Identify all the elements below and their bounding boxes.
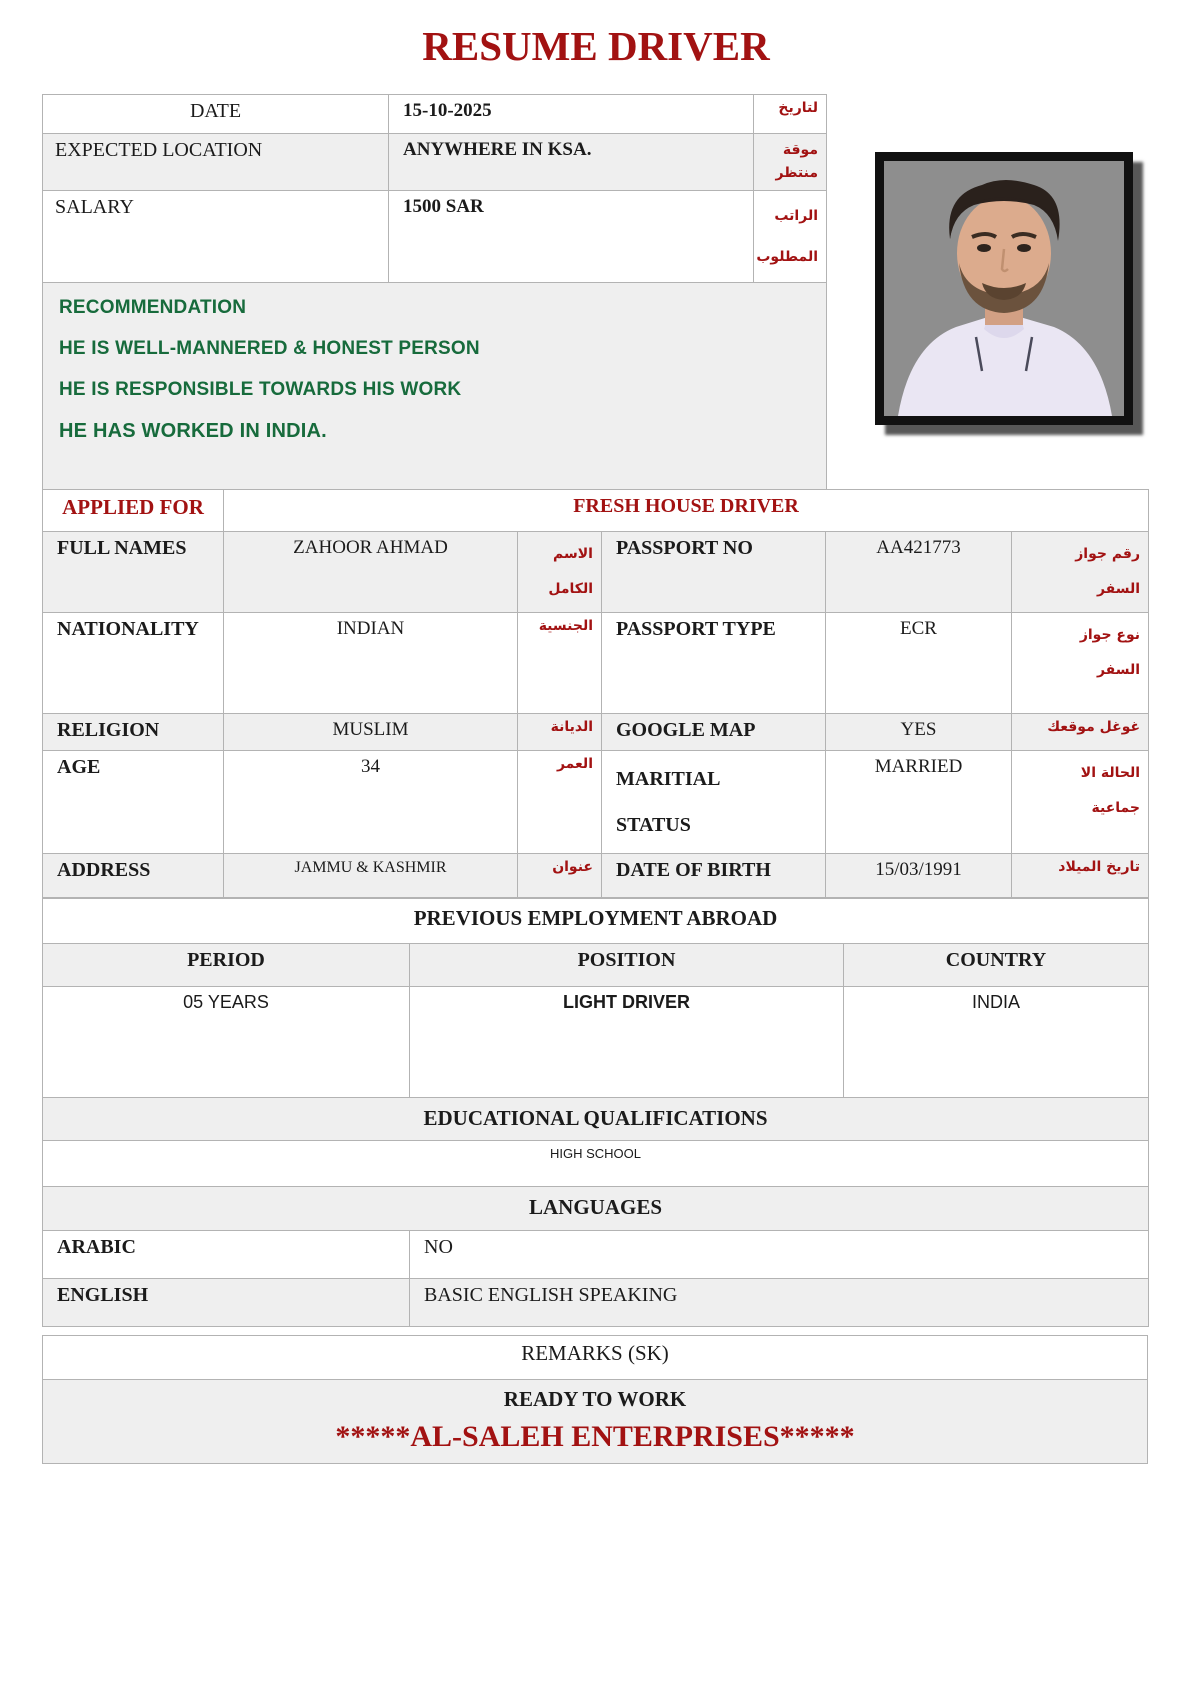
previous-employment-title: PREVIOUS EMPLOYMENT ABROAD — [43, 898, 1149, 944]
english-language-value: BASIC ENGLISH SPEAKING — [410, 1279, 1149, 1327]
date-value: 15-10-2025 — [389, 95, 754, 134]
table-row — [43, 95, 827, 134]
passport-type-label: PASSPORT TYPE — [602, 612, 826, 713]
details-table — [42, 489, 1149, 899]
languages-title: LANGUAGES — [43, 1187, 1149, 1231]
company-name: *****AL-SALEH ENTERPRISES***** — [335, 1420, 855, 1454]
nationality-label: NATIONALITY — [43, 612, 224, 713]
table-row — [43, 134, 827, 191]
marital-status-value: MARRIED — [826, 750, 1012, 853]
marital-status-label: MARITIAL STATUS — [602, 750, 826, 853]
passport-no-label: PASSPORT NO — [602, 531, 826, 612]
table-row — [43, 853, 1149, 898]
religion-label: RELIGION — [43, 713, 224, 750]
date-of-birth-value: 15/03/1991 — [826, 853, 1012, 898]
country-value: INDIA — [844, 987, 1149, 1098]
candidate-photo-illustration — [884, 161, 1124, 416]
recommendation-line: HE IS RESPONSIBLE TOWARDS HIS WORK — [59, 379, 462, 401]
table-row — [43, 1279, 1149, 1327]
age-label-arabic: العمر — [518, 750, 602, 853]
position-header: POSITION — [410, 944, 844, 987]
period-value: 05 YEARS — [43, 987, 410, 1098]
period-header: PERIOD — [43, 944, 410, 987]
ready-to-work-text: READY TO WORK — [503, 1387, 687, 1412]
table-row — [43, 1187, 1149, 1231]
recommendation-heading: RECOMMENDATION — [59, 297, 247, 319]
table-row — [43, 1380, 1148, 1464]
google-map-value: YES — [826, 713, 1012, 750]
nationality-value: INDIAN — [224, 612, 518, 713]
passport-type-value: ECR — [826, 612, 1012, 713]
table-row — [43, 987, 1149, 1098]
table-row — [43, 1098, 1149, 1141]
address-label-arabic: عنوان — [518, 853, 602, 898]
recommendation-line: HE HAS WORKED IN INDIA. — [59, 420, 327, 443]
table-row — [43, 1141, 1149, 1187]
expected-location-label: EXPECTED LOCATION — [43, 134, 389, 191]
recommendation-cell — [43, 283, 827, 490]
remarks-status-cell — [43, 1380, 1148, 1464]
remarks-table — [42, 1335, 1148, 1464]
table-row — [43, 1231, 1149, 1279]
page-title: RESUME DRIVER — [422, 23, 770, 69]
google-map-label: GOOGLE MAP — [602, 713, 826, 750]
applied-for-label: APPLIED FOR — [43, 489, 224, 531]
education-title: EDUCATIONAL QUALIFICATIONS — [43, 1098, 1149, 1141]
table-row — [43, 283, 827, 490]
table-row — [43, 898, 1149, 944]
expected-location-label-arabic: موقة منتظر — [754, 134, 827, 191]
date-of-birth-label-arabic: تاريخ الميلاد — [1012, 853, 1149, 898]
english-language-label: ENGLISH — [43, 1279, 410, 1327]
religion-label-arabic: الديانة — [518, 713, 602, 750]
full-names-label-arabic: الاسم الكامل — [518, 531, 602, 612]
date-of-birth-label: DATE OF BIRTH — [602, 853, 826, 898]
passport-no-value: AA421773 — [826, 531, 1012, 612]
applied-for-value: FRESH HOUSE DRIVER — [224, 489, 1149, 531]
full-names-label: FULL NAMES — [43, 531, 224, 612]
position-value: LIGHT DRIVER — [410, 987, 844, 1098]
remarks-title: REMARKS (SK) — [43, 1336, 1148, 1380]
info-table — [42, 94, 827, 490]
date-label: DATE — [43, 95, 389, 134]
address-label: ADDRESS — [43, 853, 224, 898]
arabic-language-value: NO — [410, 1231, 1149, 1279]
table-row — [43, 1336, 1148, 1380]
table-row — [43, 750, 1149, 853]
table-row — [43, 944, 1149, 987]
salary-label: SALARY — [43, 191, 389, 283]
table-row — [43, 489, 1149, 531]
address-value: JAMMU & KASHMIR — [224, 853, 518, 898]
recommendation-line: HE IS WELL-MANNERED & HONEST PERSON — [59, 338, 480, 360]
employment-table — [42, 897, 1149, 1327]
salary-label-arabic: الراتب المطلوب — [754, 191, 827, 283]
table-row — [43, 531, 1149, 612]
age-value: 34 — [224, 750, 518, 853]
nationality-label-arabic: الجنسية — [518, 612, 602, 713]
passport-type-label-arabic: نوع جواز السفر — [1012, 612, 1149, 713]
arabic-language-label: ARABIC — [43, 1231, 410, 1279]
passport-no-label-arabic: رقم جواز السفر — [1012, 531, 1149, 612]
table-row — [43, 191, 827, 283]
table-row — [43, 713, 1149, 750]
education-value: HIGH SCHOOL — [43, 1141, 1149, 1187]
table-row — [43, 612, 1149, 713]
full-names-value: ZAHOOR AHMAD — [224, 531, 518, 612]
date-label-arabic: لتاريخ — [754, 95, 827, 134]
google-map-label-arabic: غوغل موقعك — [1012, 713, 1149, 750]
marital-status-label-arabic: الحالة الا جماعية — [1012, 750, 1149, 853]
country-header: COUNTRY — [844, 944, 1149, 987]
age-label: AGE — [43, 750, 224, 853]
religion-value: MUSLIM — [224, 713, 518, 750]
candidate-photo — [875, 152, 1133, 425]
salary-value: 1500 SAR — [389, 191, 754, 283]
expected-location-value: ANYWHERE IN KSA. — [389, 134, 754, 191]
